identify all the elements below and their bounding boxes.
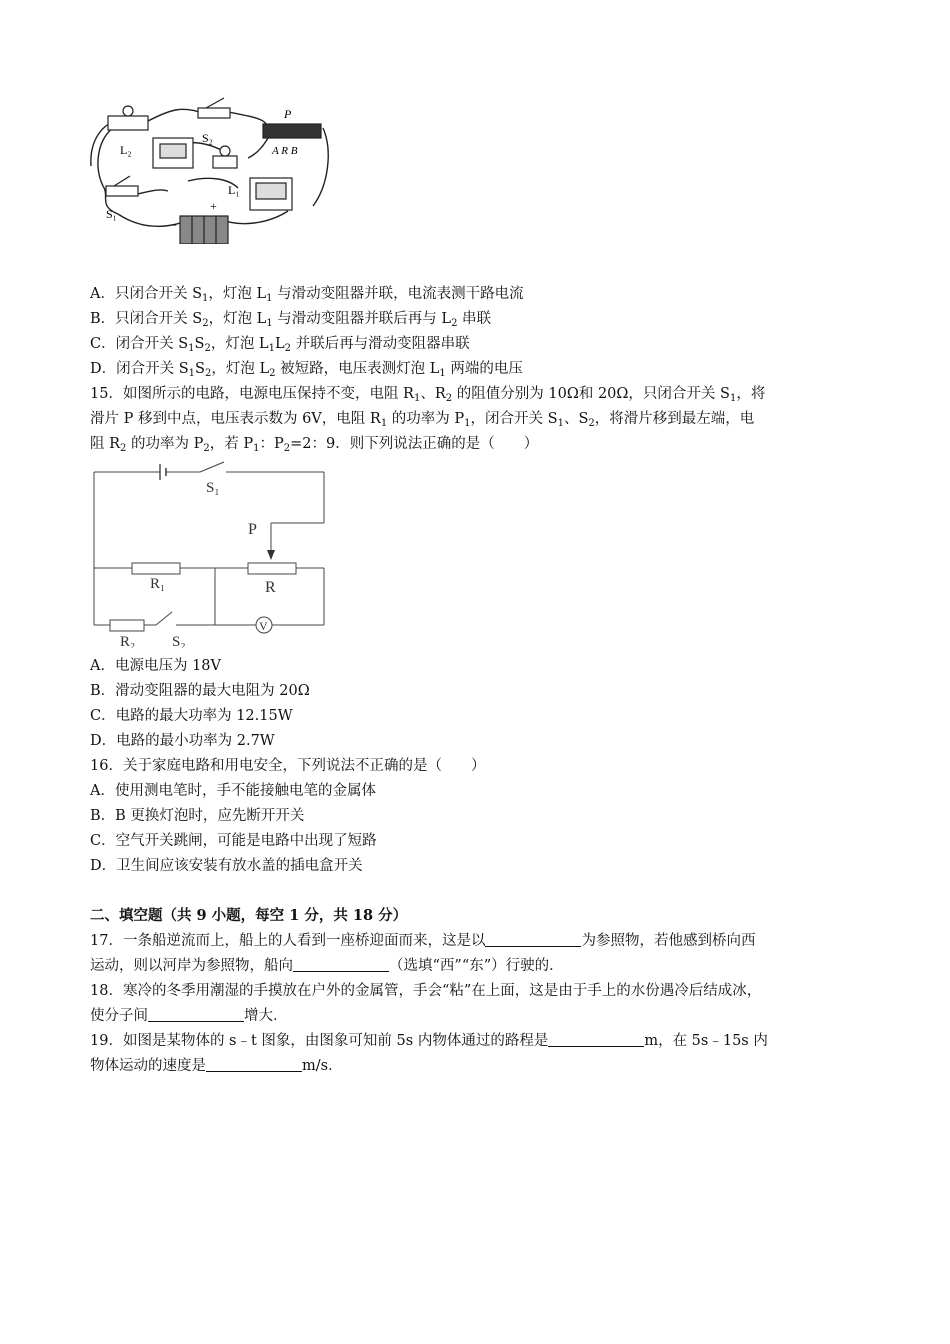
q19-blank-2[interactable] [206,1057,302,1072]
q15-stem-line2: 滑片 P 移到中点，电压表示数为 6V，电阻 $R_1$ 的功率为 $P_1$，闭合开关 $S_1$、$S_2$，将滑片移到最左端，电 [90,411,755,429]
q19-line2: 物体运动的速度是 m/s． [90,1058,343,1074]
fig1-label-ARB: A R B [272,145,298,157]
fig1-label-plus: + [210,199,217,213]
q15-fig-label-R: R [265,579,276,596]
fig1-label-S1: S₁ [106,207,117,221]
q15-stem-line3: 阻 $R_2$ 的功率为 $P_2$，若 $P_1$：$P_2=2$：9．则下列说法正确的是（ ） [90,436,539,454]
fig1-label-S2: S₂ [202,131,213,145]
fig1-label-L2: L₂ [120,143,132,157]
q15-fig-label-R1: R₁ [150,576,166,592]
q14-option-a: A．只闭合开关 $S_1$，灯泡 $L_1$ 与滑动变阻器并联，电流表测干路电流 [90,286,524,304]
q18-line1: 18．寒冷的冬季用潮湿的手摸放在户外的金属管，手会“粘”在上面，这是由于手上的水份遇冷后结成冰， [90,983,762,999]
q19-blank-1[interactable] [548,1032,644,1047]
q17-line2: 运动，则以河岸为参照物，船向 （选填“西”“东”）行驶的． [90,958,564,974]
q15-fig-label-R2: R₂ [120,634,136,648]
section-2-heading: 二、填空题（共 9 小题，每空 1 分，共 18 分） [90,907,408,924]
fig1-label-minus: - [172,217,177,232]
q15-fig-label-P: P [248,521,257,538]
q14-option-d: D．闭合开关 $S_1S_2$，灯泡 $L_2$ 被短路，电压表测灯泡 $L_1$ 两端的电压 [90,361,523,379]
q16-option-a: A．使用测电笔时，手不能接触电笔的金属体 [90,783,376,799]
fig1-label-P: P [284,107,292,121]
q18-line2: 使分子间 增大． [90,1008,288,1024]
q15-option-c: C．电路的最大功率为 12.15W [90,708,293,724]
q19-line1: 19．如图是某物体的 s﹣t 图象，由图象可知前 5s 内物体通过的路程是 m，在 5s﹣15s 内 [90,1033,768,1049]
q16-option-d: D．卫生间应该安装有放水盖的插电盒开关 [90,858,363,874]
q14-option-c: C．闭合开关 $S_1S_2$，灯泡 $L_1L_2$ 并联后再与滑动变阻器串联 [90,336,470,354]
q16-stem: 16．关于家庭电路和用电安全，下列说法不正确的是（ ） [90,758,486,774]
q17-line1: 17．一条船逆流而上，船上的人看到一座桥迎面而来，这是以 为参照物，若他感到桥向西 [90,933,756,949]
q17-blank-1[interactable] [485,932,581,947]
q16-option-b: B．B 更换灯泡时，应先断开开关 [90,808,305,824]
q15-option-a: A．电源电压为 18V [90,658,222,674]
q18-blank[interactable] [148,1007,244,1022]
q15-fig-voltmeter-V: V [259,619,268,633]
q15-fig-label-S1: S₁ [206,480,220,496]
fig1-label-L1: L₁ [228,183,240,197]
q15-fig-label-S2: S₂ [172,634,186,648]
circuit-photo-figure [88,96,333,244]
q16-option-c: C．空气开关跳闸，可能是电路中出现了短路 [90,833,377,849]
q15-option-b: B．滑动变阻器的最大电阻为 20Ω [90,683,310,699]
q15-circuit-diagram [88,460,333,648]
q17-blank-2[interactable] [293,957,389,972]
q15-stem-line1: 15．如图所示的电路，电源电压保持不变，电阻 $R_1$、$R_2$ 的阻值分别为 10Ω和 20Ω，只闭合开关 $S_1$，将 [90,386,766,404]
q15-option-d: D．电路的最小功率为 2.7W [90,733,275,749]
q14-option-b: B．只闭合开关 $S_2$，灯泡 $L_1$ 与滑动变阻器并联后再与 $L_2$ 串联 [90,311,492,329]
